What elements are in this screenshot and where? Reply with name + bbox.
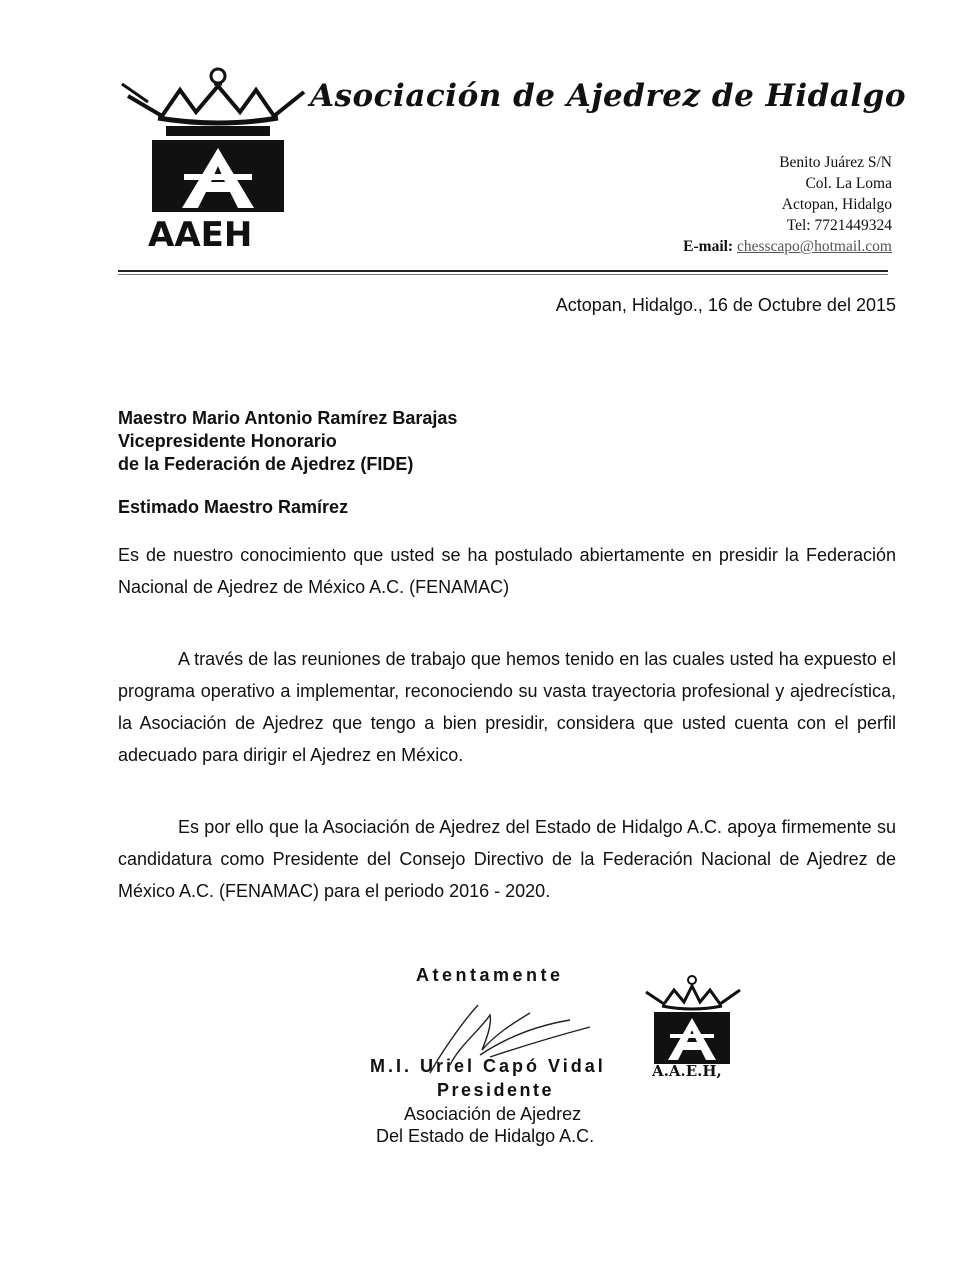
signer-name: M.I. Uriel Capó Vidal <box>370 1056 606 1076</box>
body-paragraph: Es de nuestro conocimiento que usted se ha postulado abiertamente en presidir la Federación Nacional de Ajedrez de México A.C. (FENAMAC) <box>118 545 896 597</box>
signer-organization-line1: Asociación de Ajedrez <box>404 1104 582 1124</box>
letterhead-address <box>683 152 892 257</box>
crown-icon <box>122 69 304 123</box>
signer-role: Presidente <box>437 1080 555 1100</box>
closing: Atentamente <box>416 965 564 985</box>
salutation: Estimado Maestro Ramírez <box>118 497 349 517</box>
header-divider-secondary <box>118 274 888 275</box>
email-label: E-mail: <box>683 238 734 255</box>
recipient-organization: de la Federación de Ajedrez (FIDE) <box>118 454 414 474</box>
seal-caption: A.A.E.H, <box>652 1062 722 1080</box>
recipient-block <box>118 407 457 476</box>
seal-stamp <box>640 972 750 1072</box>
address-email-line <box>683 236 892 257</box>
seal-crown-icon <box>646 976 740 1009</box>
address-street: Benito Juárez S/N <box>779 154 892 171</box>
recipient-title: Vicepresidente Honorario <box>118 431 337 451</box>
email-link[interactable]: chesscapo@hotmail.com <box>736 238 892 255</box>
address-phone: Tel: 7721449324 <box>786 217 892 234</box>
header-divider <box>118 270 888 272</box>
letter-date: Actopan, Hidalgo., 16 de Octubre del 2015 <box>555 295 896 315</box>
svg-text:AAEH: AAEH <box>148 215 253 252</box>
body-paragraph: Es por ello que la Asociación de Ajedrez del Estado de Hidalgo A.C. apoya firmemente su candidatura como Presidente del Consejo Directivo de la Federación Nacional de Ajedrez de México A.C. (FENAMAC) para el periodo 2016 - 2020. <box>118 817 896 901</box>
signer-organization-line2: Del Estado de Hidalgo A.C. <box>376 1126 595 1146</box>
address-colonia: Col. La Loma <box>805 175 892 192</box>
body-paragraph: A través de las reuniones de trabajo que hemos tenido en las cuales usted ha expuesto el programa operativo a implementar, reconociendo su vasta trayectoria profesional y ajedrecística, la Asociación de Ajedrez que tengo a bien presidir, considera que usted cuenta con el perfil adecuado para dirigir el Ajedrez en México. <box>118 649 896 765</box>
organization-title: Asociación de Ajedrez de Hidalgo <box>310 78 907 114</box>
recipient-name: Maestro Mario Antonio Ramírez Barajas <box>118 408 458 428</box>
address-city: Actopan, Hidalgo <box>781 196 892 213</box>
aaeh-logo <box>118 62 308 252</box>
